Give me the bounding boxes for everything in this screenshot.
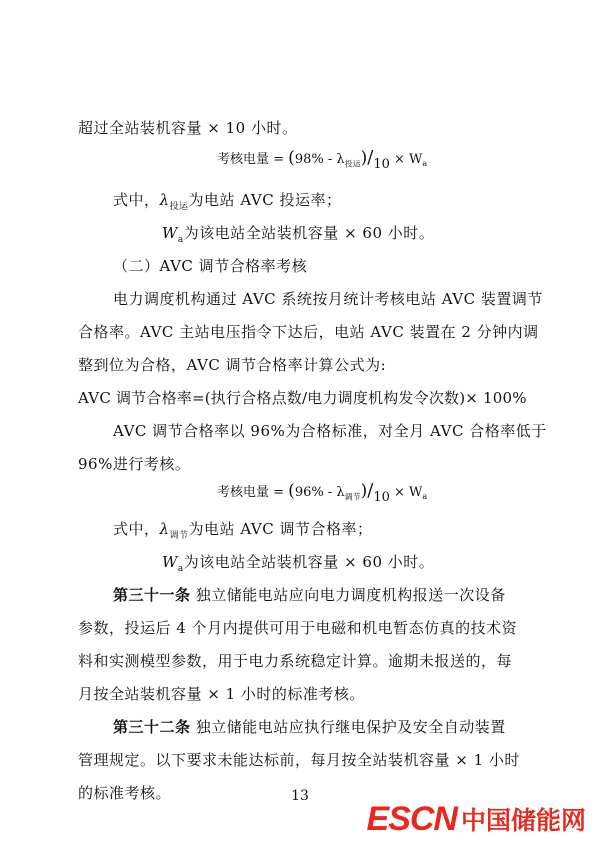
article-text: 独立储能电站应执行继电保护及安全自动装置	[195, 718, 506, 736]
text-line: 合格率。AVC 主站电压指令下达后，电站 AVC 装置在 2 分钟内调	[78, 323, 539, 341]
formula-label: 考核电量 =	[217, 152, 285, 167]
formula-sub: 调节	[344, 492, 361, 502]
note-text: 为该电站全站装机容量 × 60 小时。	[183, 553, 435, 571]
text-line: AVC 调节合格率以 96%为合格标准，对全月 AVC 合格率低于	[113, 422, 547, 440]
article-title: 第三十二条	[113, 718, 191, 736]
text-line: AVC 调节合格率=(执行合格点数/电力调度机构发令次数)× 100%	[78, 389, 527, 407]
formula-denominator: 10	[373, 157, 390, 172]
formula-sub: 投运	[344, 159, 361, 169]
note-symbol: W	[162, 224, 178, 242]
text-line: 超过全站装机容量 × 10 小时。	[78, 119, 298, 137]
formula-regulation: 考核电量 = $(96\% - \lambda_{调节})/10 \times W_a$	[217, 480, 428, 505]
note-line	[162, 552, 434, 579]
formula-numerator: 96% - λ	[294, 485, 345, 500]
formula-times: × W	[394, 485, 423, 500]
note-line	[162, 223, 434, 250]
page-number: 13	[291, 788, 309, 804]
escn-watermark-logo	[367, 801, 586, 837]
note-sub: 投运	[169, 202, 189, 212]
note-line	[113, 190, 341, 217]
section-heading: （二）AVC 调节合格率考核	[113, 257, 308, 275]
text-line: 96%进行考核。	[78, 455, 191, 473]
note-sub: a	[177, 564, 184, 574]
article-31-line	[113, 585, 506, 605]
watermark-chinese: 中国储能网	[460, 806, 586, 835]
note-prefix: 式中，	[113, 520, 160, 538]
article-text: 独立储能电站应向电力调度机构报送一次设备	[195, 586, 506, 604]
formula-times: × W	[394, 152, 423, 167]
watermark-latin: ESCN	[366, 799, 457, 838]
formula-investment: 考核电量 = $(98\% - \lambda_{投运})/10 \times W_a$	[217, 147, 428, 172]
note-symbol: W	[162, 553, 178, 571]
note-text: 为该电站全站装机容量 × 60 小时。	[183, 224, 435, 242]
article-32-line	[113, 717, 506, 737]
note-line	[113, 519, 372, 546]
text-line: 整到位为合格，AVC 调节合格率计算公式为:	[78, 356, 387, 374]
note-symbol: λ	[159, 191, 170, 209]
text-line: 管理规定。以下要求未能达标前，每月按全站装机容量 × 1 小时	[78, 751, 520, 769]
formula-label: 考核电量 =	[217, 485, 285, 500]
note-symbol: λ	[159, 520, 170, 538]
text-line: 的标准考核。	[78, 784, 172, 802]
article-title: 第三十一条	[113, 586, 191, 604]
note-sub: 调节	[169, 531, 189, 541]
text-line: 电力调度机构通过 AVC 系统按月统计考核电站 AVC 装置调节	[113, 290, 543, 308]
formula-wsub: a	[422, 492, 428, 501]
text-line: 料和实测模型参数，用于电力系统稳定计算。逾期未报送的，每	[78, 652, 513, 670]
note-sub: a	[177, 235, 184, 245]
note-prefix: 式中，	[113, 191, 160, 209]
formula-denominator: 10	[373, 490, 390, 505]
formula-wsub: a	[422, 159, 428, 168]
note-text: 为电站 AVC 投运率；	[188, 191, 342, 209]
note-text: 为电站 AVC 调节合格率；	[188, 520, 373, 538]
text-line: 月按全站装机容量 × 1 小时的标准考核。	[78, 685, 365, 703]
text-line: 参数，投运后 4 个月内提供可用于电磁和机电暂态仿真的技术资	[78, 619, 518, 637]
formula-numerator: 98% - λ	[294, 152, 345, 167]
